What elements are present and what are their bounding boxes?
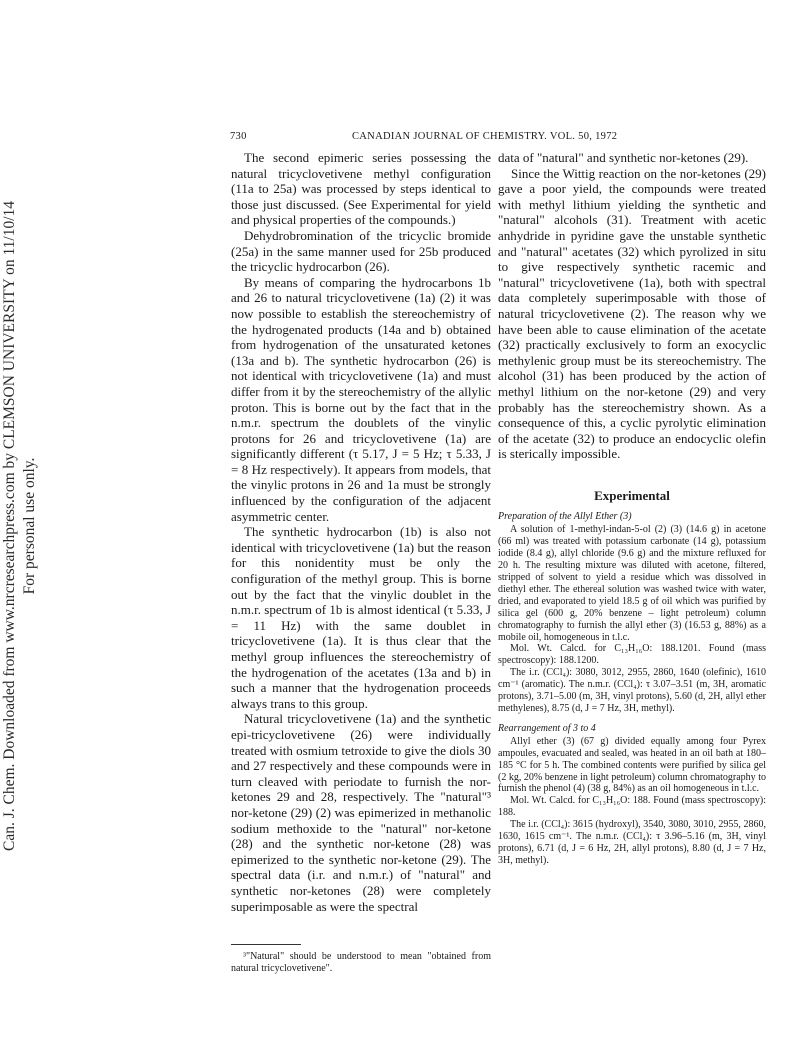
paragraph: Since the Wittig reaction on the nor-ketones (29) gave a poor yield, the compounds were treated with methyl lithium yielding the synthetic and "natural" alcohols (31). Treatment with acetic anhydride in pyridine gave the unstable synthetic and "natural" acetates (32) which pyrolized in situ to give respectively synthetic racemic and "natural" tricyclovetivene (1a), both with spectral data completely superimposable with those of natural tricyclovetivene (2). The reason why we have been able to cause elimination of the acetate (32) practically exclusively to form an exocyclic methylenic group must be its stereochemistry. The alcohol (31) has been produced by the action of methyl lithium on the nor-ketone (29) and very probably has the stereochemistry shown. As a consequence of this, a cyclic pyrolytic elimination of the acetate (32) to produce an endocyclic olefin is sterically impossible.	[498, 165, 766, 462]
paragraph: The i.r. (CCl₄): 3615 (hydroxyl), 3540, 3080, 3010, 2955, 2860, 1630, 1615 cm⁻¹. The n.m.r. (CCl₄): τ 3.96–5.16 (m, 3H, vinyl protons), 6.71 (d, J = 6 Hz, 2H, allyl protons), 8.80 (d, J = 7 Hz, 3H, methyl).	[498, 819, 766, 866]
footnote: ³"Natural" should be understood to mean "obtained from natural tricyclovetivene".	[231, 951, 491, 975]
watermark-line-2: For personal use only.	[21, 457, 38, 595]
subsection-heading: Preparation of the Allyl Ether (3)	[498, 511, 632, 523]
footnote-divider	[231, 944, 301, 945]
paragraph: data of "natural" and synthetic nor-ketones (29).	[498, 150, 749, 165]
paragraph: Allyl ether (3) (67 g) divided equally among four Pyrex ampoules, evacuated and sealed, was heated in an oil bath at 180–185 °C for 5 h. The combined contents were purified by silica gel (2 kg, 20% benzene in light petroleum) column chromatography to furnish the phenol (4) (38 g, 84%) as an oil homogeneous in t.l.c.	[498, 735, 766, 795]
section-heading: Experimental	[594, 487, 670, 503]
experimental-section	[498, 511, 766, 866]
left-column	[231, 150, 491, 975]
paragraph: The second epimeric series possessing the natural tricyclovetivene methyl configuration (11a to 25a) was processed by steps identical to those just discussed. (See Experimental for yield and physical properties of the compounds.)	[231, 150, 491, 228]
watermark-line-1: Can. J. Chem. Downloaded from www.nrcresearchpress.com by CLEMSON UNIVERSITY on 11/10/14	[1, 200, 18, 852]
paragraph: The synthetic hydrocarbon (1b) is also not identical with tricyclovetivene (1a) but the reason for this nonidentity must be only the configuration of the methyl group. This is borne out by the fact that the vinylic doublet in the n.m.r. spectrum of 1b is almost identical (τ 5.33, J = 11 Hz) with the same doublet in tricyclovetivene (1a). It is thus clear that the methyl group influences the stereochemistry of the hydrogenation of the acetates (13a and b) in such a manner that the hydrogenation proceeds always trans to this group.	[231, 524, 491, 711]
journal-title: CANADIAN JOURNAL OF CHEMISTRY. VOL. 50, 1972	[352, 131, 618, 142]
paragraph: The i.r. (CCl₄): 3080, 3012, 2955, 2860, 1640 (olefinic), 1610 cm⁻¹ (aromatic). The n.m.r. (CCl₄): τ 3.07–3.51 (m, 3H, aromatic protons), 3.71–5.00 (m, 3H, vinyl protons), 5.60 (d, 2H, allyl ether methylenes), 8.75 (d, J = 7 Hz, 3H, methyl).	[498, 667, 766, 714]
paragraph: Dehydrobromination of the tricyclic bromide (25a) in the same manner used for 25b produced the tricyclic hydrocarbon (26).	[231, 227, 491, 275]
paragraph: By means of comparing the hydrocarbons 1b and 26 to natural tricyclovetivene (1a) (2) it was now possible to establish the stereochemistry of the hydrogenated products (14a and b) obtained from hydrogenation of the unsaturated ketones (13a and b). The synthetic hydrocarbon (26) is not identical with tricyclovetivene (1a) and must differ from it by the stereochemistry of the allylic proton. This is borne out by the fact that in the n.m.r. spectrum the doublets of the vinylic protons for 26 and tricyclovetivene (1a) are significantly different (τ 5.17, J = 5 Hz; τ 5.33, J = 8 Hz respectively). It appears from models, that the vinylic protons in 26 and 1a must be strongly influenced by the configuration of the adjacent asymmetric center.	[231, 274, 491, 524]
paragraph: A solution of 1-methyl-indan-5-ol (2) (3) (14.6 g) in acetone (66 ml) was treated with potassium carbonate (14 g), potassium iodide (8.4 g), allyl chloride (9.6 g) and the mixture refluxed for 20 h. The resulting mixture was diluted with acetone, filtered, stripped of solvent to yield a residue which was dissolved in diethyl ether. The ethereal solution was washed twice with water, dried, and evaporated to yield 18.5 g of oil which was purified by silica gel (600 g, 20% benzene – light petroleum) column chromatography to furnish the allyl ether (3) (16.53 g, 88%) as a mobile oil, homogeneous in t.l.c.	[498, 524, 766, 643]
running-header	[0, 131, 812, 147]
page-number: 730	[230, 131, 247, 142]
paragraph: Natural tricyclovetivene (1a) and the synthetic epi-tricyclovetivene (26) were individually treated with osmium tetroxide to give the diols 30 and 27 respectively and these compounds were in turn cleaved with periodate to furnish the nor-ketones 29 and 28, respectively. The "natural"³ nor-ketone (29) (2) was epimerized in methanolic sodium methoxide to the "natural" nor-ketone (28) and the synthetic nor-ketone (28) was epimerized to the synthetic nor-ketone (29). The spectral data (i.r. and n.m.r.) of "natural" and synthetic nor-ketones (28) were completely superimposable as were the spectral	[231, 711, 491, 914]
right-column	[498, 150, 766, 867]
paragraph: Mol. Wt. Calcd. for C₁₃H₁₆O: 188.1201. Found (mass spectroscopy): 188.1200.	[498, 643, 766, 667]
paragraph: Mol. Wt. Calcd. for C₁₃H₁₆O: 188. Found (mass spectroscopy): 188.	[498, 795, 766, 819]
download-watermark	[0, 0, 40, 1052]
subsection-heading: Rearrangement of 3 to 4	[498, 722, 596, 734]
